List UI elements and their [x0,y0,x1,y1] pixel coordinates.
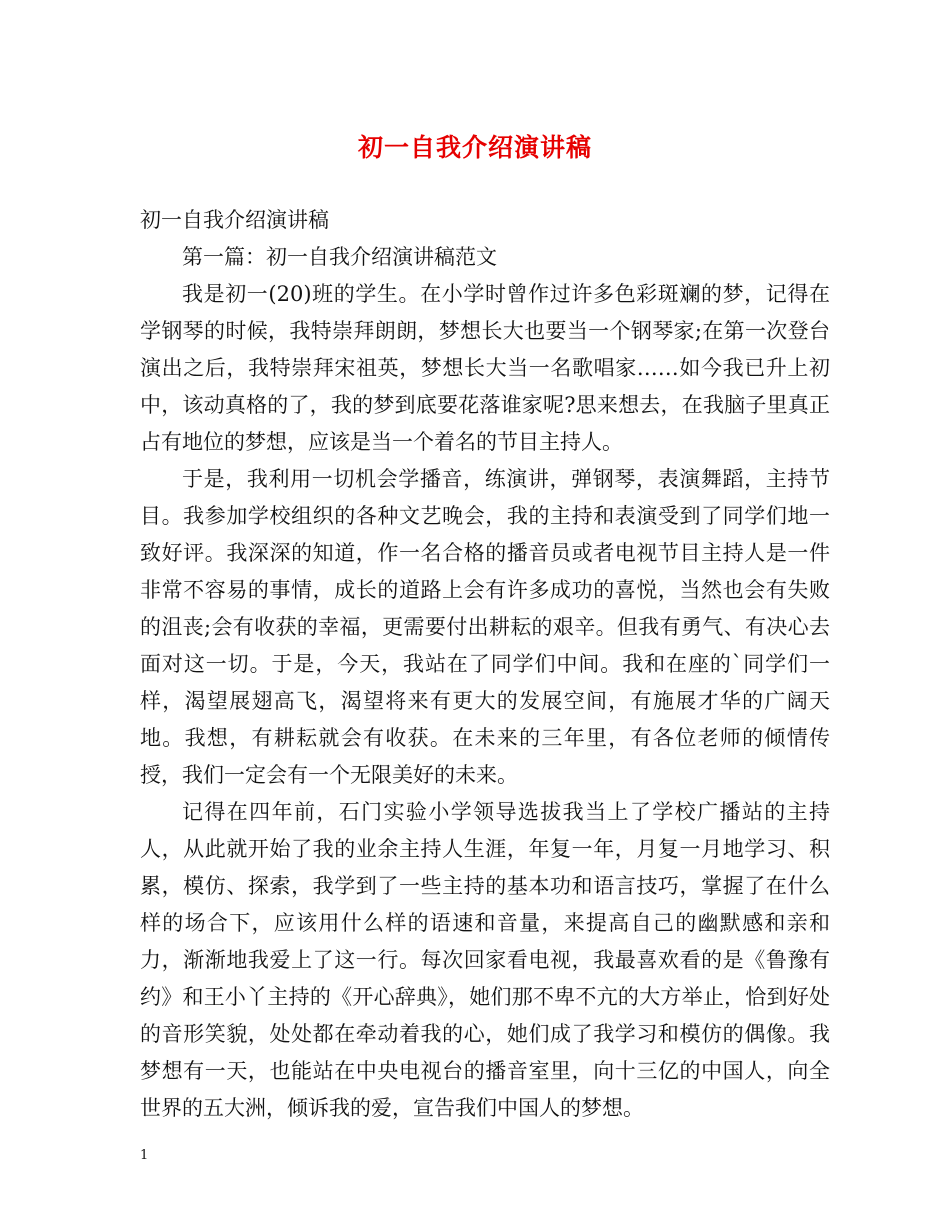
chapter-heading: 第一篇：初一自我介绍演讲稿范文 [182,245,497,269]
body-paragraph: 我是初一(20)班的学生。在小学时曾作过许多色彩斑斓的梦，记得在学钢琴的时候，我特崇拜朗朗，梦想长大也要当一个钢琴家;在第一次登台演出之后，我特崇拜宋祖英，梦想长大当一名歌唱家……如今我已升上初中，该动真格的了，我的梦到底要花落谁家呢?思来想去，在我脑子里真正占有地位的梦想，应该是当一个着名的节目主持人。 [140,282,830,454]
document-body [140,202,830,1127]
body-paragraph: 于是，我利用一切机会学播音，练演讲，弹钢琴，表演舞蹈，主持节目。我参加学校组织的各种文艺晚会，我的主持和表演受到了同学们地一致好评。我深深的知道，作一名合格的播音员或者电视节目主持人是一件非常不容易的事情，成长的道路上会有许多成功的喜悦，当然也会有失败的沮丧;会有收获的幸福，更需要付出耕耘的艰辛。但我有勇气、有决心去面对这一切。于是，今天，我站在了同学们中间。我和在座的`同学们一样，渴望展翅高飞，渴望将来有更大的发展空间，有施展才华的广阔天地。我想，有耕耘就会有收获。在未来的三年里，有各位老师的倾情传授，我们一定会有一个无限美好的未来。 [140,467,830,787]
body-heading: 初一自我介绍演讲稿 [140,208,329,232]
body-paragraph: 记得在四年前，石门实验小学领导选拔我当上了学校广播站的主持人，从此就开始了我的业余主持人生涯，年复一年，月复一月地学习、积累，模仿、探索，我学到了一些主持的基本功和语言技巧，掌握了在什么样的场合下，应该用什么样的语速和音量，来提高自己的幽默感和亲和力，渐渐地我爱上了这一行。每次回家看电视，我最喜欢看的是《鲁豫有约》和王小丫主持的《开心辞典》，她们那不卑不亢的大方举止，恰到好处的音形笑貌，处处都在牵动着我的心，她们成了我学习和模仿的偶像。我梦想有一天，也能站在中央电视台的播音室里，向十三亿的中国人，向全世界的五大洲，倾诉我的爱，宣告我们中国人的梦想。 [140,800,830,1120]
page-number: 1 [140,1148,149,1163]
document-title: 初一自我介绍演讲稿 [357,133,592,162]
